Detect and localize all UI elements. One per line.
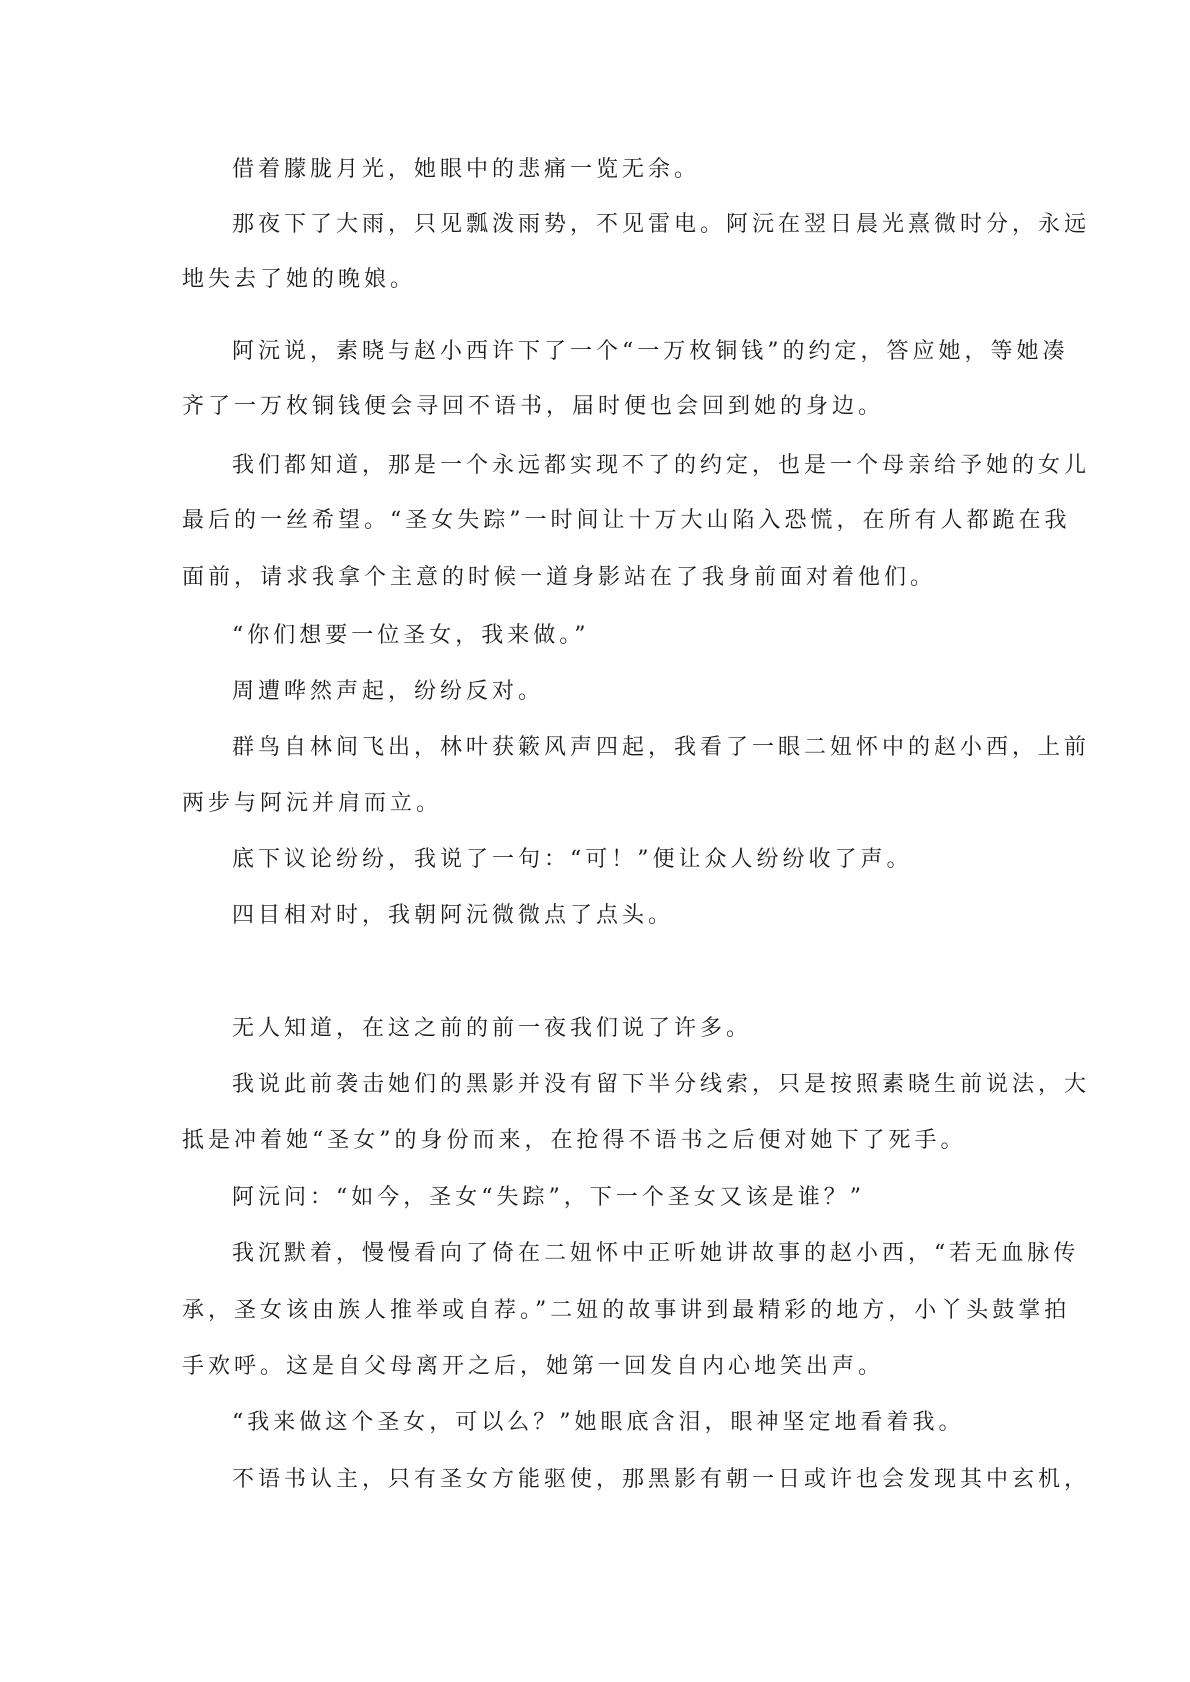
text-line: 手欢呼。这是自父母离开之后，她第一回发自内心地笑出声。 (182, 1354, 885, 1379)
text-line: 面前，请求我拿个主意的时候一道身影站在了我身前面对着他们。 (182, 565, 937, 590)
text-line: 两步与阿沅并肩而立。 (182, 791, 443, 816)
text-line: 那夜下了大雨，只见瓢泼雨势，不见雷电。阿沅在翌日晨光熹微时分，永远 (232, 212, 1091, 237)
text-line: 我说此前袭击她们的黑影并没有留下半分线索，只是按照素晓生前说法，大 (232, 1072, 1091, 1097)
text-line: 周遭哗然声起，纷纷反对。 (232, 679, 545, 704)
text-line: 不语书认主，只有圣女方能驱使，那黑影有朝一日或许也会发现其中玄机， (232, 1467, 1091, 1492)
text-line: 借着朦胧月光，她眼中的悲痛一览无余。 (232, 157, 701, 182)
text-line: 最后的一丝希望。“圣女失踪”一时间让十万大山陷入恐慌，在所有人都跪在我 (182, 508, 1071, 533)
text-line: “我来做这个圣女，可以么？”她眼底含泪，眼神坚定地看着我。 (232, 1410, 965, 1435)
text-line: 我沉默着，慢慢看向了倚在二妞怀中正听她讲故事的赵小西，“若无血脉传 (232, 1241, 1080, 1266)
text-line: 阿沅说，素晓与赵小西许下了一个“一万枚铜钱”的约定，答应她，等她凑 (232, 339, 1069, 364)
text-line: 底下议论纷纷，我说了一句：“可！”便让众人纷纷收了声。 (232, 847, 913, 872)
text-line: 承，圣女该由族人推举或自荐。”二妞的故事讲到最精彩的地方，小丫头鼓掌拍 (182, 1298, 1071, 1323)
text-line: 无人知道，在这之前的前一夜我们说了许多。 (232, 1016, 753, 1041)
text-line: “你们想要一位圣女，我来做。” (232, 623, 590, 648)
text-line: 抵是冲着她“圣女”的身份而来，在抢得不语书之后便对她下了死手。 (182, 1128, 967, 1153)
text-line: 我们都知道，那是一个永远都实现不了的约定，也是一个母亲给予她的女儿 (232, 453, 1091, 478)
text-line: 齐了一万枚铜钱便会寻回不语书，届时便也会回到她的身边。 (182, 394, 885, 419)
text-line: 地失去了她的晚娘。 (182, 267, 417, 292)
text-line: 四目相对时，我朝阿沅微微点了点头。 (232, 903, 675, 928)
text-line: 群鸟自林间飞出，林叶获簌风声四起，我看了一眼二妞怀中的赵小西，上前 (232, 735, 1091, 760)
text-line: 阿沅问：“如今，圣女“失踪”，下一个圣女又该是谁？” (232, 1185, 865, 1210)
